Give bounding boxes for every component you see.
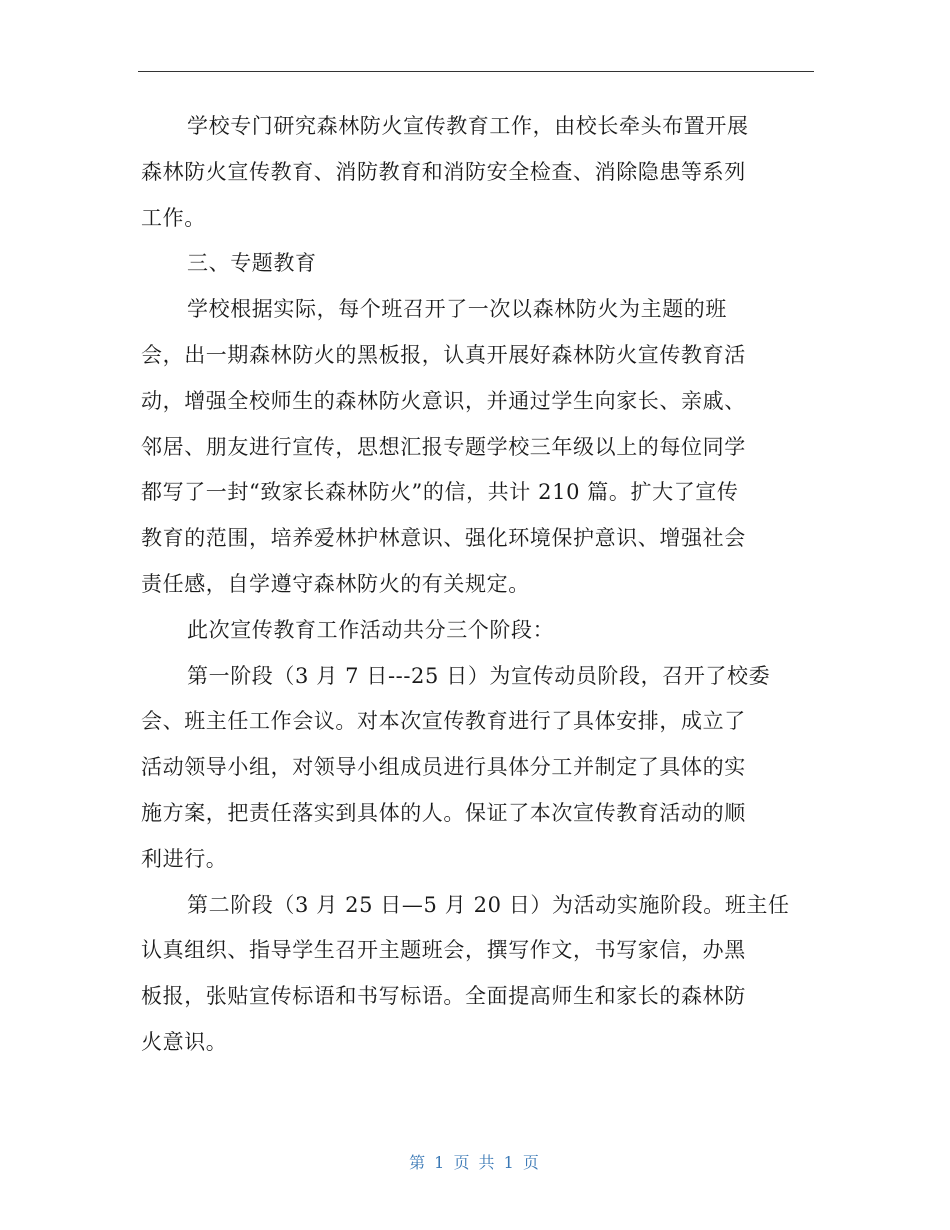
paragraph-line: 认真组织、指导学生召开主题班会，撰写作文，书写家信，办黑 — [141, 938, 746, 963]
paragraph-line: 板报，张贴宣传标语和书写标语。全面提高师生和家长的森林防 — [141, 984, 746, 1009]
paragraph-line: 利进行。 — [141, 846, 228, 871]
paragraph-line: 第二阶段（3 月 25 日—5 月 20 日）为活动实施阶段。班主任 — [187, 892, 790, 917]
paragraph-line: 活动领导小组，对领导小组成员进行具体分工并制定了具体的实 — [141, 755, 746, 780]
paragraph-line: 施方案，把责任落实到具体的人。保证了本次宣传教育活动的顺 — [141, 800, 746, 825]
paragraph-line: 邻居、朋友进行宣传，思想汇报专题学校三年级以上的每位同学 — [141, 434, 746, 459]
paragraph-line: 第一阶段（3 月 7 日---25 日）为宣传动员阶段，召开了校委 — [187, 663, 771, 688]
header-rule — [138, 71, 814, 72]
paragraph-line: 此次宣传教育工作活动共分三个阶段： — [187, 617, 555, 642]
paragraph-line: 都写了一封“致家长森林防火”的信，共计 210 篇。扩大了宣传 — [141, 480, 739, 505]
paragraph-line: 火意识。 — [141, 1029, 228, 1054]
page-footer — [0, 1150, 950, 1173]
paragraph-line: 动，增强全校师生的森林防火意识，并通过学生向家长、亲戚、 — [141, 388, 746, 413]
paragraph-line: 教育的范围，培养爱林护林意识、强化环境保护意识、增强社会 — [141, 526, 746, 551]
paragraph-line: 工作。 — [141, 205, 206, 230]
document-body — [141, 104, 813, 1066]
paragraph-line: 学校专门研究森林防火宣传教育工作，由校长牵头布置开展 — [187, 114, 749, 138]
paragraph-line: 责任感，自学遵守森林防火的有关规定。 — [141, 571, 530, 596]
paragraph-line: 学校根据实际，每个班召开了一次以森林防火为主题的班 — [187, 297, 727, 322]
paragraph-line: 会，出一期森林防火的黑板报，认真开展好森林防火宣传教育活 — [141, 342, 746, 367]
paragraph-line: 森林防火宣传教育、消防教育和消防安全检查、消除隐患等系列 — [141, 159, 746, 184]
paragraph-line: 会、班主任工作会议。对本次宣传教育进行了具体安排，成立了 — [141, 709, 746, 734]
section-heading: 三、专题教育 — [187, 251, 317, 276]
page-number-label: 第 1 页 共 1 页 — [409, 1153, 541, 1172]
